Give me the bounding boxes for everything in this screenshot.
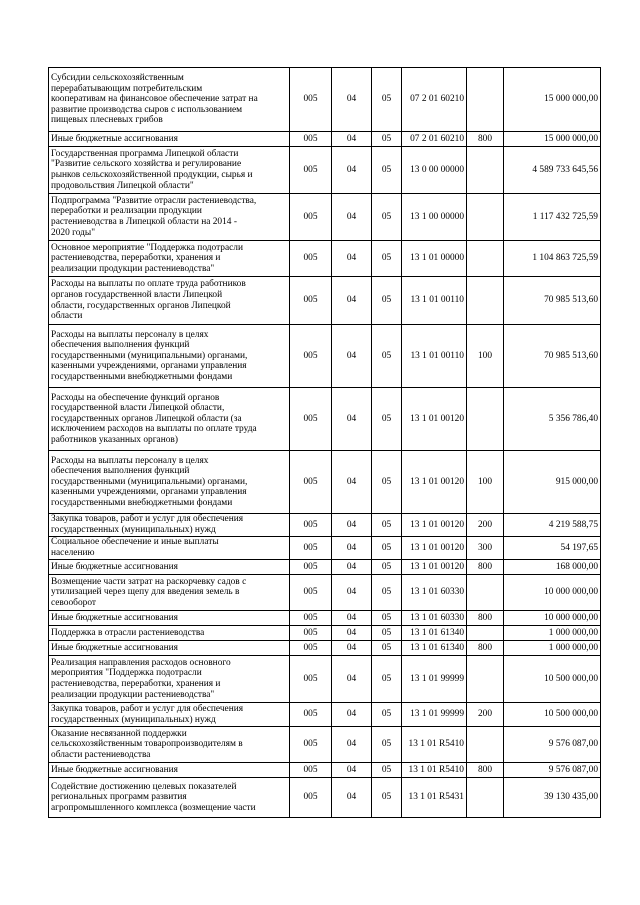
section-code: 04 [332,388,372,451]
expense-type-code: 800 [467,560,504,575]
target-article-code: 13 1 01 00120 [402,514,467,537]
table-row [49,641,601,656]
row-amount: 15 000 000,00 [504,68,601,132]
table-row [49,656,601,703]
table-row [49,626,601,641]
row-name: Государственная программа Липецкой области "Развитие сельского хозяйства и регулирование рынков сельскохозяйственной продукции, сырья и продовольствия Липецкой области" [49,147,290,194]
section-code: 04 [332,560,372,575]
row-name: Расходы на выплаты по оплате труда работников органов государственной власти Липецкой области, государственных органов Липецкой области [49,277,290,325]
row-amount: 70 985 513,60 [504,277,601,325]
row-name: Расходы на обеспечение функций органов государственной власти Липецкой области, государственных органов Липецкой области (за исключением расходов на выплаты по оплате труда работников указанных органов) [49,388,290,451]
row-amount: 915 000,00 [504,451,601,514]
row-amount: 4 589 733 645,56 [504,147,601,194]
expense-type-code: 800 [467,641,504,656]
expense-type-code [467,147,504,194]
ministry-code: 005 [290,656,332,703]
expense-type-code [467,575,504,611]
row-name: Оказание несвязанной поддержки сельскохозяйственным товаропроизводителям в области растениеводства [49,727,290,763]
ministry-code: 005 [290,514,332,537]
table-row [49,778,601,818]
ministry-code: 005 [290,194,332,241]
row-name: Закупка товаров, работ и услуг для обеспечения государственных (муниципальных) нужд [49,514,290,537]
ministry-code: 005 [290,763,332,778]
table-row [49,277,601,325]
section-code: 04 [332,147,372,194]
row-name: Возмещение части затрат на раскорчевку садов с утилизацией через щепу для введения земель в севооборот [49,575,290,611]
subsection-code: 05 [372,132,402,147]
expense-type-code: 800 [467,132,504,147]
expense-type-code [467,626,504,641]
row-name: Иные бюджетные ассигнования [49,641,290,656]
section-code: 04 [332,611,372,626]
subsection-code: 05 [372,147,402,194]
target-article-code: 13 1 01 00120 [402,560,467,575]
table-row [49,537,601,560]
table-row [49,514,601,537]
row-amount: 1 104 863 725,59 [504,241,601,277]
subsection-code: 05 [372,703,402,727]
row-name: Поддержка в отрасли растениеводства [49,626,290,641]
target-article-code: 13 1 01 00110 [402,277,467,325]
row-amount: 5 356 786,40 [504,388,601,451]
budget-table [48,67,601,818]
target-article-code: 13 1 01 60330 [402,611,467,626]
expense-type-code [467,241,504,277]
section-code: 04 [332,641,372,656]
row-amount: 168 000,00 [504,560,601,575]
expense-type-code [467,656,504,703]
target-article-code: 13 1 01 60330 [402,575,467,611]
table-body [49,68,601,818]
row-amount: 9 576 087,00 [504,763,601,778]
target-article-code: 07 2 01 60210 [402,132,467,147]
subsection-code: 05 [372,388,402,451]
expense-type-code [467,194,504,241]
target-article-code: 07 2 01 60210 [402,68,467,132]
ministry-code: 005 [290,626,332,641]
section-code: 04 [332,194,372,241]
target-article-code: 13 1 01 00120 [402,451,467,514]
expense-type-code [467,277,504,325]
row-name: Содействие достижению целевых показателей региональных программ развития агропромышленного комплекса (возмещение части [49,778,290,818]
section-code: 04 [332,68,372,132]
ministry-code: 005 [290,560,332,575]
ministry-code: 005 [290,277,332,325]
ministry-code: 005 [290,325,332,388]
subsection-code: 05 [372,626,402,641]
ministry-code: 005 [290,703,332,727]
target-article-code: 13 1 01 61340 [402,626,467,641]
target-article-code: 13 0 00 00000 [402,147,467,194]
row-name: Иные бюджетные ассигнования [49,611,290,626]
table-row [49,703,601,727]
table-row [49,611,601,626]
section-code: 04 [332,778,372,818]
target-article-code: 13 1 01 00120 [402,537,467,560]
expense-type-code: 200 [467,703,504,727]
ministry-code: 005 [290,451,332,514]
section-code: 04 [332,575,372,611]
row-amount: 70 985 513,60 [504,325,601,388]
row-name: Закупка товаров, работ и услуг для обеспечения государственных (муниципальных) нужд [49,703,290,727]
table-row [49,451,601,514]
ministry-code: 005 [290,388,332,451]
row-name: Иные бюджетные ассигнования [49,763,290,778]
section-code: 04 [332,703,372,727]
section-code: 04 [332,537,372,560]
subsection-code: 05 [372,611,402,626]
table-row [49,763,601,778]
section-code: 04 [332,451,372,514]
target-article-code: 13 1 01 61340 [402,641,467,656]
section-code: 04 [332,763,372,778]
target-article-code: 13 1 01 00120 [402,388,467,451]
subsection-code: 05 [372,763,402,778]
ministry-code: 005 [290,641,332,656]
ministry-code: 005 [290,68,332,132]
subsection-code: 05 [372,537,402,560]
expense-type-code [467,68,504,132]
section-code: 04 [332,132,372,147]
subsection-code: 05 [372,514,402,537]
row-amount: 54 197,65 [504,537,601,560]
section-code: 04 [332,241,372,277]
ministry-code: 005 [290,611,332,626]
subsection-code: 05 [372,727,402,763]
expense-type-code: 200 [467,514,504,537]
subsection-code: 05 [372,194,402,241]
row-name: Субсидии сельскохозяйственным перерабатывающим потребительским кооперативам на финансовое обеспечение затрат на развитие производства сыров с использованием пищевых плесневых грибов [49,68,290,132]
target-article-code: 13 1 01 R5431 [402,778,467,818]
target-article-code: 13 1 01 99999 [402,703,467,727]
row-amount: 10 000 000,00 [504,611,601,626]
table-row [49,147,601,194]
target-article-code: 13 1 01 R5410 [402,727,467,763]
row-name: Иные бюджетные ассигнования [49,560,290,575]
section-code: 04 [332,626,372,641]
table-row [49,575,601,611]
row-name: Социальное обеспечение и иные выплаты населению [49,537,290,560]
subsection-code: 05 [372,560,402,575]
subsection-code: 05 [372,575,402,611]
table-row [49,325,601,388]
subsection-code: 05 [372,451,402,514]
target-article-code: 13 1 01 00110 [402,325,467,388]
table-row [49,68,601,132]
table-row [49,388,601,451]
target-article-code: 13 1 00 00000 [402,194,467,241]
ministry-code: 005 [290,132,332,147]
section-code: 04 [332,656,372,703]
expense-type-code [467,778,504,818]
row-name: Расходы на выплаты персоналу в целях обеспечения выполнения функций государственными (муниципальными) органами, казенными учреждениями, органами управления государственными внебюджетными фондами [49,325,290,388]
subsection-code: 05 [372,641,402,656]
row-amount: 1 000 000,00 [504,641,601,656]
expense-type-code: 800 [467,611,504,626]
subsection-code: 05 [372,656,402,703]
subsection-code: 05 [372,778,402,818]
subsection-code: 05 [372,325,402,388]
subsection-code: 05 [372,277,402,325]
row-amount: 10 000 000,00 [504,575,601,611]
row-amount: 1 117 432 725,59 [504,194,601,241]
row-amount: 10 500 000,00 [504,656,601,703]
row-name: Иные бюджетные ассигнования [49,132,290,147]
expense-type-code: 800 [467,763,504,778]
section-code: 04 [332,727,372,763]
table-row [49,194,601,241]
row-name: Подпрограмма "Развитие отрасли растениеводства, переработки и реализации продукции растениеводства в Липецкой области на 2014 - 2020 годы" [49,194,290,241]
expense-type-code: 300 [467,537,504,560]
row-name: Расходы на выплаты персоналу в целях обеспечения выполнения функций государственными (муниципальными) органами, казенными учреждениями, органами управления государственными внебюджетными фондами [49,451,290,514]
section-code: 04 [332,277,372,325]
expense-type-code [467,388,504,451]
section-code: 04 [332,514,372,537]
ministry-code: 005 [290,537,332,560]
ministry-code: 005 [290,575,332,611]
row-amount: 39 130 435,00 [504,778,601,818]
expense-type-code: 100 [467,325,504,388]
row-amount: 1 000 000,00 [504,626,601,641]
table-row [49,560,601,575]
target-article-code: 13 1 01 00000 [402,241,467,277]
table-row [49,727,601,763]
row-amount: 9 576 087,00 [504,727,601,763]
row-amount: 10 500 000,00 [504,703,601,727]
ministry-code: 005 [290,727,332,763]
row-name: Реализация направления расходов основного мероприятия "Поддержка подотрасли растениеводства, переработки, хранения и реализации продукции растениеводства" [49,656,290,703]
subsection-code: 05 [372,241,402,277]
expense-type-code [467,727,504,763]
row-amount: 15 000 000,00 [504,132,601,147]
ministry-code: 005 [290,147,332,194]
table-row [49,241,601,277]
ministry-code: 005 [290,241,332,277]
target-article-code: 13 1 01 R5410 [402,763,467,778]
row-amount: 4 219 588,75 [504,514,601,537]
table-row [49,132,601,147]
row-name: Основное мероприятие "Поддержка подотрасли растениеводства, переработки, хранения и реализации продукции растениеводства" [49,241,290,277]
expense-type-code: 100 [467,451,504,514]
target-article-code: 13 1 01 99999 [402,656,467,703]
ministry-code: 005 [290,778,332,818]
subsection-code: 05 [372,68,402,132]
section-code: 04 [332,325,372,388]
